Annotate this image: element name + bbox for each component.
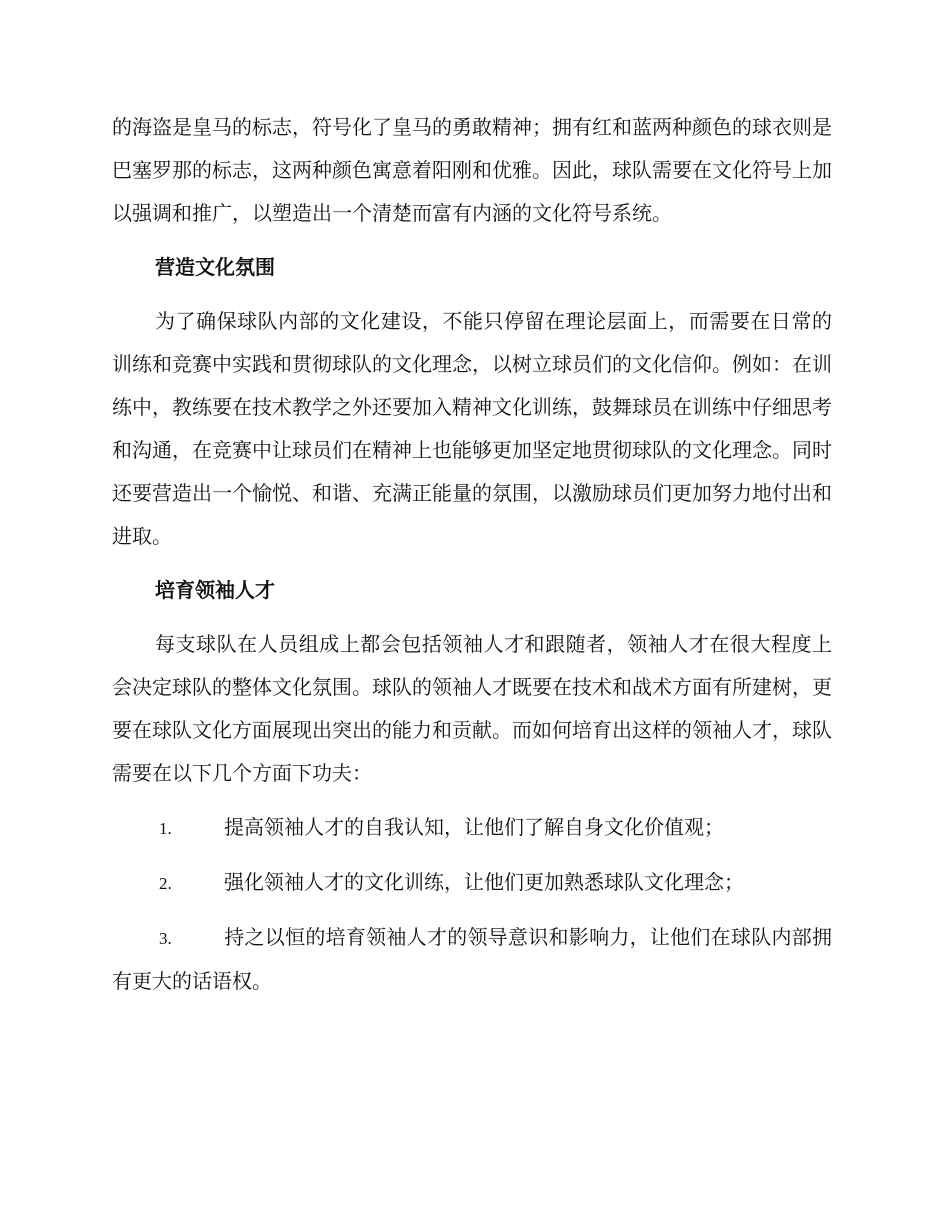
paragraph-atmosphere: 为了确保球队内部的文化建设，不能只停留在理论层面上，而需要在日常的训练和竞赛中实践和贯彻球队的文化理念，以树立球员们的文化信仰。例如：在训练中，教练要在技术教学之外还要加入精神文化训练，鼓舞球员在训练中仔细思考和沟通，在竞赛中让球员们在精神上也能够更加坚定地贯彻球队的文化理念。同时还要营造出一个愉悦、和谐、充满正能量的氛围，以激励球员们更加努力地付出和进取。: [112, 309, 832, 548]
list-text: 持之以恒的培育领袖人才的领导意识和影响力，让他们在球队内部拥有更大的话语权。: [112, 925, 832, 993]
list-number: 1.: [159, 819, 172, 838]
paragraph-leaders: 每支球队在人员组成上都会包括领袖人才和跟随者，领袖人才在很大程度上会决定球队的整体文化氛围。球队的领袖人才既要在技术和战术方面有所建树，更要在球队文化方面展现出突出的能力和贡献。而如何培育出这样的领袖人才，球队需要在以下几个方面下功夫：: [112, 632, 832, 785]
list-number: 2.: [159, 874, 172, 893]
list-item: [112, 861, 832, 905]
document-page: [112, 106, 832, 1014]
section-heading-leaders: 培育领袖人才: [155, 578, 275, 602]
list-text: 强化领袖人才的文化训练，让他们更加熟悉球队文化理念；: [224, 870, 744, 894]
list-number: 3.: [159, 929, 172, 948]
list-text: 提高领袖人才的自我认知，让他们了解自身文化价值观；: [224, 815, 724, 839]
list-item: [112, 916, 832, 1003]
list-item: [112, 806, 832, 850]
paragraph-continuation: 的海盗是皇马的标志，符号化了皇马的勇敢精神；拥有红和蓝两种颜色的球衣则是巴塞罗那的标志，这两种颜色寓意着阳刚和优雅。因此，球队需要在文化符号上加以强调和推广，以塑造出一个清楚而富有内涵的文化符号系统。: [112, 115, 832, 225]
section-heading-atmosphere: 营造文化氛围: [155, 255, 275, 279]
